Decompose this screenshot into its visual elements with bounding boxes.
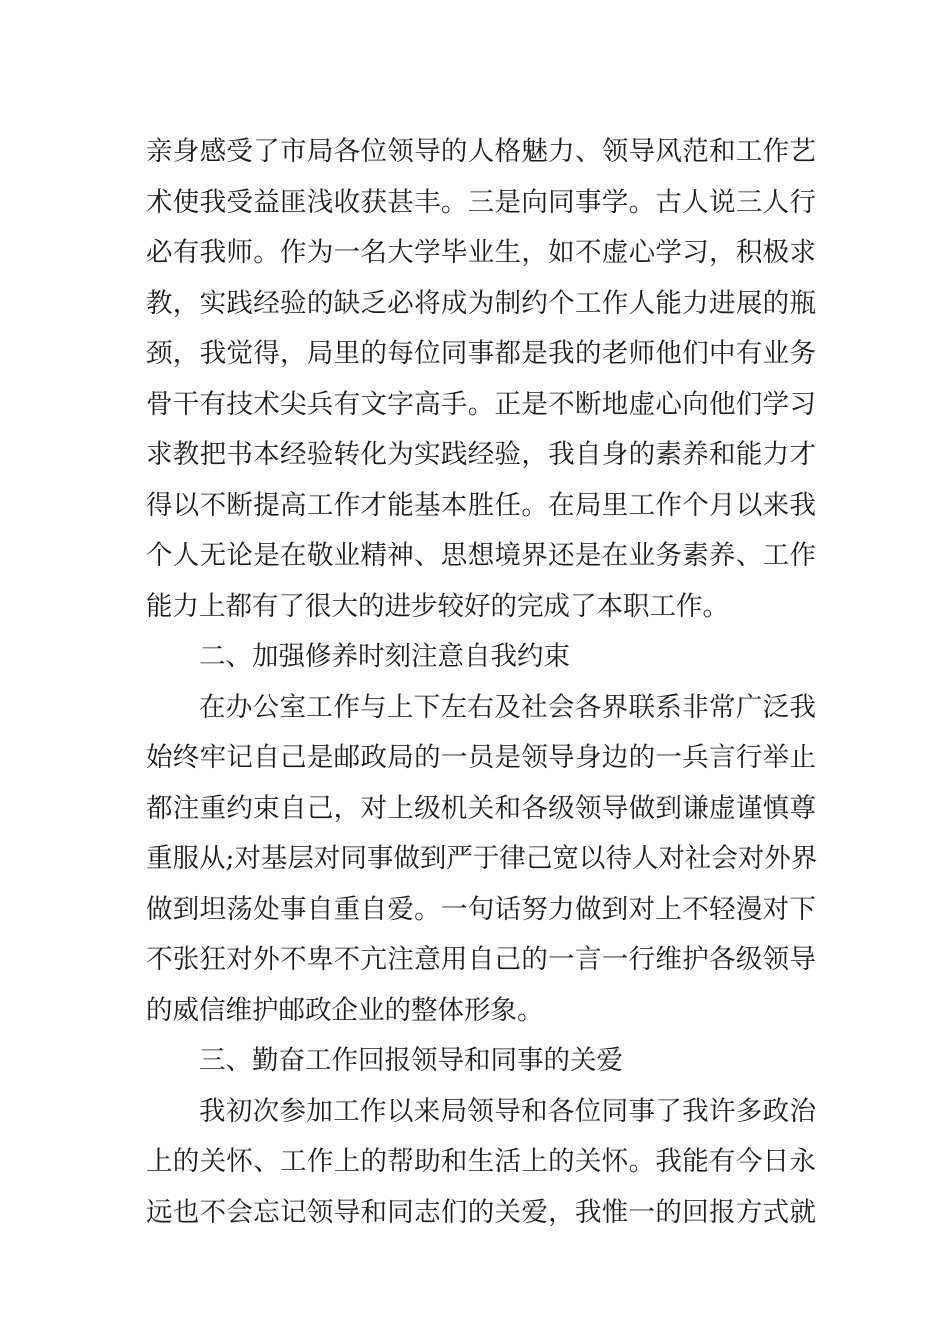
text-line: 重服从;对基层对同事做到严于律己宽以待人对社会对外界 — [146, 843, 818, 874]
text-line: 上的关怀、工作上的帮助和生活上的关怀。我能有今日永 — [146, 1146, 816, 1177]
text-line: 得以不断提高工作才能基本胜任。在局里工作个月以来我 — [146, 489, 816, 521]
text-line: 远也不会忘记领导和同志们的关爱，我惟一的回报方式就 — [146, 1196, 816, 1228]
text-line: 术使我受益匪浅收获甚丰。三是向同事学。古人说三人行 — [146, 186, 816, 218]
text-line: 始终牢记自己是邮政局的一员是领导身边的一兵言行举止 — [146, 742, 816, 773]
text-line: 在办公室工作与上下左右及社会各界联系非常广泛我 — [199, 691, 816, 723]
text-line: 个人无论是在敬业精神、思想境界还是在业务素养、工作 — [146, 540, 816, 571]
section-heading: 三、勤奋工作回报领导和同事的关爱 — [199, 1045, 623, 1076]
text-line: 教，实践经验的缺乏必将成为制约个工作人能力进展的瓶 — [146, 287, 816, 319]
section-heading: 二、加强修养时刻注意自我约束 — [199, 641, 570, 672]
body-text — [146, 127, 816, 1238]
text-line: 能力上都有了很大的进步较好的完成了本职工作。 — [146, 590, 729, 622]
text-line: 必有我师。作为一名大学毕业生，如不虚心学习，积极求 — [146, 237, 816, 268]
text-line: 的威信维护邮政企业的整体形象。 — [146, 994, 544, 1026]
text-line: 求教把书本经验转化为实践经验，我自身的素养和能力才 — [146, 439, 816, 470]
text-line: 做到坦荡处事自重自爱。一句话努力做到对上不轻漫对下 — [146, 893, 816, 925]
text-line: 我初次参加工作以来局领导和各位同事了我许多政治 — [199, 1095, 816, 1127]
text-line: 亲身感受了市局各位领导的人格魅力、领导风范和工作艺 — [146, 136, 816, 167]
text-line: 颈，我觉得，局里的每位同事都是我的老师他们中有业务 — [146, 338, 816, 369]
text-line: 骨干有技术尖兵有文字高手。正是不断地虚心向他们学习 — [146, 388, 816, 420]
text-line: 不张狂对外不卑不亢注意用自己的一言一行维护各级领导 — [146, 944, 816, 975]
text-line: 都注重约束自己，对上级机关和各级领导做到谦虚谨慎尊 — [146, 792, 816, 824]
